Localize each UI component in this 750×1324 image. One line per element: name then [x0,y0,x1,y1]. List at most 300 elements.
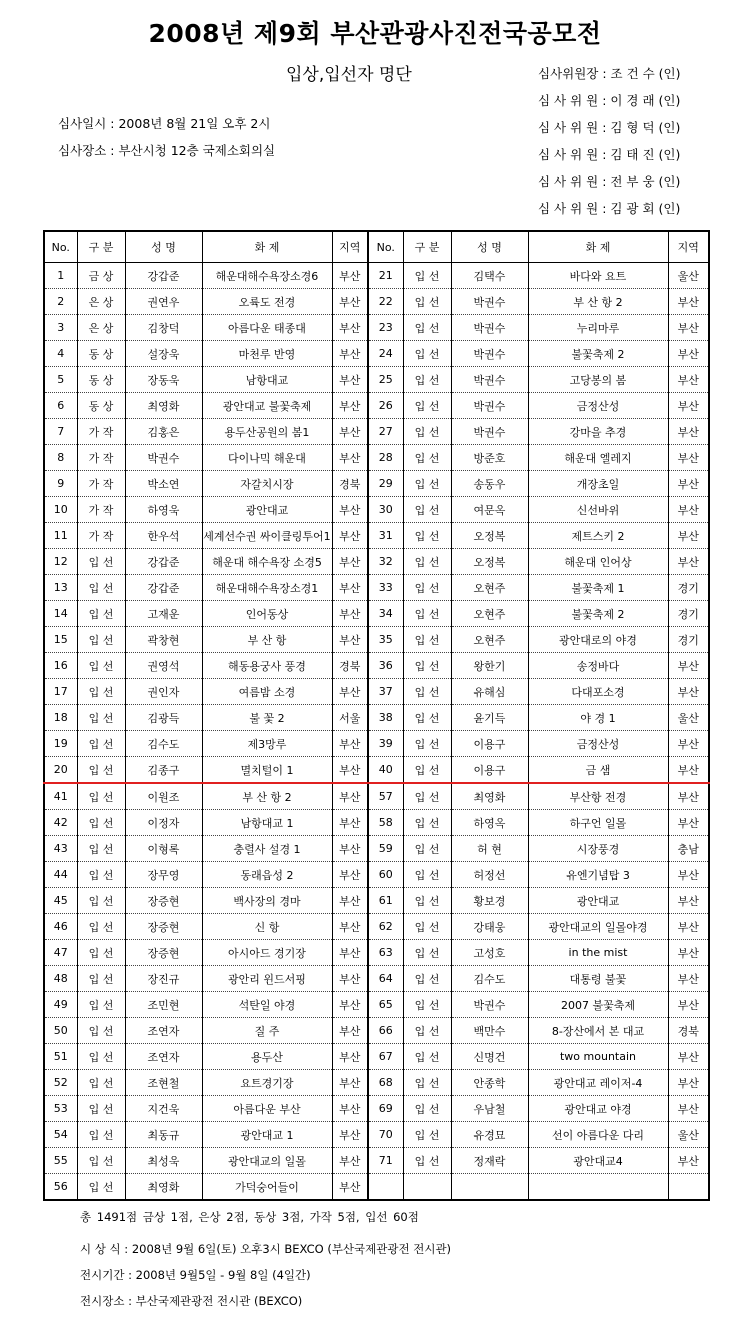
entry-number: 6 [44,393,77,419]
region: 부산 [668,888,709,914]
entrant-name: 여문옥 [451,497,528,523]
region: 부산 [668,549,709,575]
award-category: 가 작 [77,471,125,497]
award-category: 입 선 [77,757,125,784]
award-category: 가 작 [77,523,125,549]
region: 부산 [332,393,368,419]
entrant-name: 장증현 [125,888,202,914]
photo-title: 세계선수권 싸이클링투어1 [202,523,332,549]
award-category: 입 선 [403,992,451,1018]
region: 경기 [668,601,709,627]
document-subtitle: 입상,입선자 명단 [286,65,412,85]
region: 부산 [332,836,368,862]
award-category: 입 선 [77,836,125,862]
award-category [403,1174,451,1201]
entrant-name: 조연자 [125,1044,202,1070]
table-row [44,1070,709,1096]
table-row [44,862,709,888]
entrant-name: 권연우 [125,289,202,315]
region: 부산 [668,315,709,341]
photo-title: 광안대교 [202,497,332,523]
region: 부산 [332,341,368,367]
region: 부산 [332,627,368,653]
judge-member: 심 사 위 원 : 전 부 웅 (인) [538,174,681,189]
region: 부산 [332,862,368,888]
entry-number: 32 [368,549,403,575]
entrant-name: 황보경 [451,888,528,914]
entry-number: 61 [368,888,403,914]
entry-number: 41 [44,783,77,810]
photo-title: 광안대교의 일몰 [202,1148,332,1174]
entry-number: 46 [44,914,77,940]
entry-number: 25 [368,367,403,393]
photo-title: 동래읍성 2 [202,862,332,888]
entry-number: 52 [44,1070,77,1096]
region: 부산 [332,289,368,315]
photo-title: 바다와 요트 [528,263,668,289]
photo-title: 2007 불꽃축제 [528,992,668,1018]
region: 부산 [668,419,709,445]
table-row [44,263,709,289]
entrant-name: 백만수 [451,1018,528,1044]
region: 경기 [668,575,709,601]
award-category: 입 선 [403,445,451,471]
award-category: 입 선 [77,940,125,966]
award-category: 입 선 [403,679,451,705]
entrant-name: 강갑준 [125,263,202,289]
region: 부산 [668,1070,709,1096]
photo-title: 고당봉의 봄 [528,367,668,393]
column-header: 성 명 [125,231,202,263]
entrant-name: 유해심 [451,679,528,705]
region: 부산 [668,731,709,757]
entrant-name: 오현주 [451,601,528,627]
winners-table [43,230,710,1201]
judging-date: 심사일시 : 2008년 8월 21일 오후 2시 [58,116,271,131]
award-category: 입 선 [403,497,451,523]
award-ceremony: 시 상 식 : 2008년 9월 6일(토) 오후3시 BEXCO (부산국제관광전 전시관) [80,1242,452,1256]
entrant-name: 이용구 [451,757,528,784]
judge-member: 심 사 위 원 : 김 태 진 (인) [538,147,681,162]
region: 울산 [668,263,709,289]
region: 부산 [332,966,368,992]
photo-title: 선이 아름다운 다리 [528,1122,668,1148]
region: 부산 [332,1148,368,1174]
photo-title: 광안대교 레이저-4 [528,1070,668,1096]
photo-title: 광안대교 야경 [528,1096,668,1122]
entry-number: 10 [44,497,77,523]
entrant-name: 강갑준 [125,575,202,601]
table-row [44,445,709,471]
award-category: 입 선 [77,966,125,992]
photo-title: 석탄일 야경 [202,992,332,1018]
column-header: 성 명 [451,231,528,263]
entry-number: 70 [368,1122,403,1148]
entrant-name: 신명건 [451,1044,528,1070]
award-category: 입 선 [403,1070,451,1096]
region: 부산 [668,810,709,836]
entry-number: 21 [368,263,403,289]
entrant-name: 윤기득 [451,705,528,731]
entry-number: 2 [44,289,77,315]
entrant-name: 방준호 [451,445,528,471]
award-category: 입 선 [403,653,451,679]
award-category: 입 선 [403,731,451,757]
entry-number: 5 [44,367,77,393]
entrant-name: 이원조 [125,783,202,810]
entry-number: 45 [44,888,77,914]
column-header: No. [368,231,403,263]
table-row [44,940,709,966]
entrant-name: 조현철 [125,1070,202,1096]
table-row [44,341,709,367]
photo-title: 여름밤 소경 [202,679,332,705]
photo-title: 인어동상 [202,601,332,627]
award-category: 입 선 [77,549,125,575]
award-category: 입 선 [403,601,451,627]
entry-number: 60 [368,862,403,888]
photo-title: 백사장의 경마 [202,888,332,914]
region: 부산 [332,575,368,601]
entry-number: 13 [44,575,77,601]
photo-title: 시장풍경 [528,836,668,862]
entrant-name: 하영욱 [125,497,202,523]
entrant-name: 하영옥 [451,810,528,836]
entrant-name: 박권수 [451,393,528,419]
photo-title: 해운대 인어상 [528,549,668,575]
photo-title: 부 산 항 [202,627,332,653]
table-row [44,497,709,523]
entry-number: 30 [368,497,403,523]
table-row [44,419,709,445]
region: 부산 [668,289,709,315]
judging-place: 심사장소 : 부산시청 12층 국제소회의실 [58,143,276,158]
award-category: 입 선 [403,1096,451,1122]
entry-number: 18 [44,705,77,731]
award-category: 입 선 [77,679,125,705]
entry-number: 47 [44,940,77,966]
award-category: 입 선 [77,783,125,810]
award-category: 입 선 [403,914,451,940]
award-category: 입 선 [403,341,451,367]
entry-number: 66 [368,1018,403,1044]
photo-title: 신선바위 [528,497,668,523]
entrant-name: 강갑준 [125,549,202,575]
region: 부산 [332,419,368,445]
award-category: 입 선 [403,471,451,497]
table-row [44,627,709,653]
entrant-name: 이용구 [451,731,528,757]
column-header: 지역 [332,231,368,263]
award-category: 입 선 [403,940,451,966]
photo-title: 금 샘 [528,757,668,784]
photo-title: 마천루 반영 [202,341,332,367]
entrant-name: 장증현 [125,914,202,940]
region: 부산 [332,601,368,627]
entrant-name: 유경묘 [451,1122,528,1148]
table-row [44,731,709,757]
table-row [44,393,709,419]
region: 부산 [668,1148,709,1174]
photo-title: 광안대교 [528,888,668,914]
table-row [44,367,709,393]
photo-title: 광안대로의 야경 [528,627,668,653]
region: 부산 [668,862,709,888]
table-header-row [44,231,709,263]
award-category: 입 선 [403,757,451,784]
photo-title: 해동용궁사 풍경 [202,653,332,679]
entry-number: 55 [44,1148,77,1174]
photo-title: 광안대교 1 [202,1122,332,1148]
award-category: 입 선 [403,523,451,549]
entry-number: 44 [44,862,77,888]
entrant-name: 안종학 [451,1070,528,1096]
column-header: 화 제 [202,231,332,263]
photo-title: 요트경기장 [202,1070,332,1096]
table-row [44,1044,709,1070]
entry-number: 63 [368,940,403,966]
entry-number: 50 [44,1018,77,1044]
entrant-name: 김종구 [125,757,202,784]
photo-title: 광안대교 불꽃축제 [202,393,332,419]
photo-title: 남항대교 1 [202,810,332,836]
region: 경기 [668,627,709,653]
entrant-name: 권인자 [125,679,202,705]
region: 부산 [668,757,709,784]
entry-number: 35 [368,627,403,653]
entry-number: 26 [368,393,403,419]
entrant-name: 장무영 [125,862,202,888]
entry-number: 59 [368,836,403,862]
photo-title: 하구언 일몰 [528,810,668,836]
entrant-name: 오현주 [451,627,528,653]
table-row [44,289,709,315]
entry-number: 38 [368,705,403,731]
photo-title: 제트스키 2 [528,523,668,549]
table-row [44,679,709,705]
table-row [44,757,709,784]
entrant-name: 허정선 [451,862,528,888]
entry-number: 48 [44,966,77,992]
photo-title: 불꽃축제 2 [528,601,668,627]
entrant-name: 오현주 [451,575,528,601]
award-category: 입 선 [77,862,125,888]
table-row [44,1122,709,1148]
entry-number: 11 [44,523,77,549]
award-category: 입 선 [77,1096,125,1122]
photo-title: 광안리 윈드서핑 [202,966,332,992]
award-category: 입 선 [403,315,451,341]
photo-title: 부 산 항 2 [202,783,332,810]
award-category: 입 선 [77,810,125,836]
entrant-name: 김창덕 [125,315,202,341]
photo-title: 송정바다 [528,653,668,679]
entry-number: 27 [368,419,403,445]
photo-title: 다대포소경 [528,679,668,705]
region: 부산 [332,783,368,810]
award-category: 동 상 [77,393,125,419]
photo-title: in the mist [528,940,668,966]
entrant-name: 박권수 [451,992,528,1018]
region: 부산 [668,1096,709,1122]
photo-title: 부 산 항 2 [528,289,668,315]
entrant-name: 김홍은 [125,419,202,445]
entry-number: 34 [368,601,403,627]
entry-number: 68 [368,1070,403,1096]
award-category: 입 선 [403,966,451,992]
entrant-name: 최성욱 [125,1148,202,1174]
table-row [44,966,709,992]
document-title: 2008년 제9회 부산관광사진전국공모전 [148,19,602,48]
award-category: 금 상 [77,263,125,289]
region: 울산 [668,705,709,731]
region: 부산 [332,549,368,575]
region: 부산 [668,783,709,810]
award-category: 입 선 [403,705,451,731]
entrant-name: 박권수 [451,419,528,445]
region: 부산 [332,810,368,836]
award-category: 가 작 [77,445,125,471]
region: 부산 [332,315,368,341]
entry-number: 14 [44,601,77,627]
entry-number: 62 [368,914,403,940]
entrant-name: 송동우 [451,471,528,497]
table-row [44,1148,709,1174]
award-category: 입 선 [77,575,125,601]
table-row [44,601,709,627]
award-category: 입 선 [77,705,125,731]
photo-title: 광안대교의 일몰야경 [528,914,668,940]
award-category: 입 선 [403,549,451,575]
entry-number: 31 [368,523,403,549]
entrant-name: 오정복 [451,523,528,549]
entry-number: 64 [368,966,403,992]
region: 부산 [332,1044,368,1070]
photo-title: 남항대교 [202,367,332,393]
award-category: 입 선 [77,1174,125,1201]
award-category: 입 선 [77,731,125,757]
column-header: 지역 [668,231,709,263]
photo-title: 불꽃축제 2 [528,341,668,367]
award-category: 은 상 [77,289,125,315]
entry-number: 65 [368,992,403,1018]
entry-number: 16 [44,653,77,679]
entrant-name: 김수도 [451,966,528,992]
photo-title: 멸치털이 1 [202,757,332,784]
award-category: 동 상 [77,341,125,367]
entrant-name: 조연자 [125,1018,202,1044]
photo-title: 개장초일 [528,471,668,497]
entrant-name: 이형록 [125,836,202,862]
photo-title: 대통령 불꽃 [528,966,668,992]
exhibition-period: 전시기간 : 2008년 9월5일 - 9월 8일 (4일간) [80,1268,311,1282]
entrant-name: 장증현 [125,940,202,966]
entrant-name: 최영화 [451,783,528,810]
column-header: 화 제 [528,231,668,263]
entrant-name: 오정복 [451,549,528,575]
entrant-name: 박권수 [451,367,528,393]
region: 부산 [668,393,709,419]
award-category: 입 선 [403,419,451,445]
entry-number: 42 [44,810,77,836]
entrant-name: 고재운 [125,601,202,627]
region: 부산 [332,1018,368,1044]
region: 부산 [332,992,368,1018]
table-row [44,836,709,862]
region: 경북 [332,653,368,679]
entry-number: 39 [368,731,403,757]
photo-title [528,1174,668,1201]
region: 경북 [332,471,368,497]
region: 부산 [668,523,709,549]
region: 부산 [668,914,709,940]
award-category: 입 선 [77,992,125,1018]
photo-title: 해운대 엘레지 [528,445,668,471]
award-category: 은 상 [77,315,125,341]
entrant-name: 정재락 [451,1148,528,1174]
photo-title: 아름다운 부산 [202,1096,332,1122]
award-category: 입 선 [403,367,451,393]
entrant-name: 장동욱 [125,367,202,393]
region: 부산 [332,263,368,289]
photo-title: 광안대교4 [528,1148,668,1174]
judges-list [538,60,681,222]
entrant-name: 박권수 [451,315,528,341]
region: 부산 [668,679,709,705]
table-row [44,992,709,1018]
award-category: 입 선 [77,653,125,679]
entrant-name: 설장욱 [125,341,202,367]
table-row [44,1018,709,1044]
entry-number: 33 [368,575,403,601]
entrant-name: 허 현 [451,836,528,862]
region: 부산 [332,1096,368,1122]
entry-number [368,1174,403,1201]
entry-number: 23 [368,315,403,341]
region: 서울 [332,705,368,731]
entry-number: 51 [44,1044,77,1070]
entry-number: 40 [368,757,403,784]
table-row [44,810,709,836]
table-row [44,783,709,810]
photo-title: 가덕숭어들이 [202,1174,332,1201]
entry-number: 56 [44,1174,77,1201]
award-category: 입 선 [403,575,451,601]
entry-summary: 총 1491점 금상 1점, 은상 2점, 동상 3점, 가작 5점, 입선 60점 [80,1210,419,1224]
table-row [44,549,709,575]
entrant-name: 권영석 [125,653,202,679]
photo-title: 질 주 [202,1018,332,1044]
exhibition-place: 전시장소 : 부산국제관광전 전시관 (BEXCO) [80,1294,303,1308]
award-category: 입 선 [77,1148,125,1174]
award-category: 입 선 [403,1122,451,1148]
entry-number: 43 [44,836,77,862]
region: 부산 [332,523,368,549]
entry-number: 3 [44,315,77,341]
judge-member: 심 사 위 원 : 이 경 래 (인) [538,93,681,108]
entrant-name: 박권수 [451,341,528,367]
region: 부산 [668,992,709,1018]
photo-title: 불 꽃 2 [202,705,332,731]
region: 부산 [668,653,709,679]
entrant-name: 최동규 [125,1122,202,1148]
region: 부산 [668,445,709,471]
table-row [44,1096,709,1122]
award-category: 입 선 [77,888,125,914]
region: 부산 [332,757,368,784]
region: 울산 [668,1122,709,1148]
entry-number: 36 [368,653,403,679]
